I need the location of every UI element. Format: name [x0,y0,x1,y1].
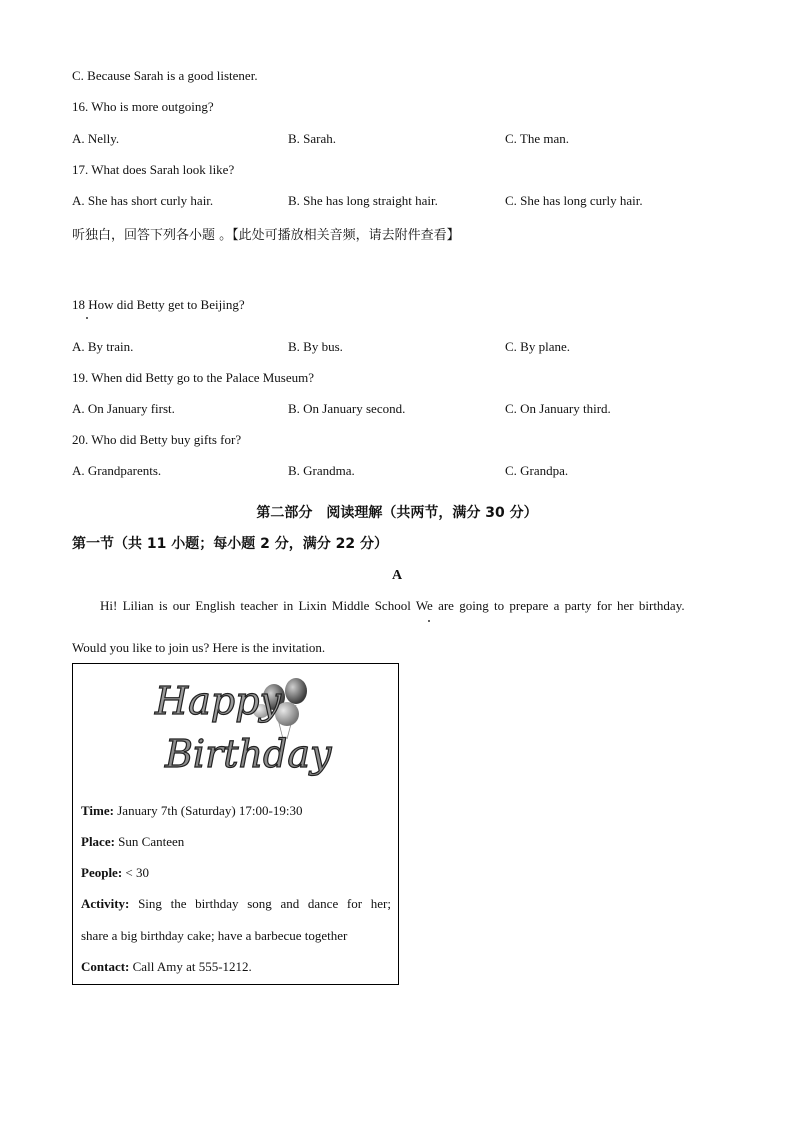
q16-question: 16. Who is more outgoing? [72,99,214,114]
q17-option-a: A. She has short curly hair. [72,193,214,208]
q20-option-a: A. Grandparents. [72,463,162,478]
q17-option-b: B. She has long straight hair. [288,193,438,208]
contact-value: Call Amy at 555-1212. [129,959,252,974]
people-label: People: [81,865,123,880]
section1-heading: 第一节（共 11 小题；每小题 2 分，满分 22 分） [72,536,388,552]
q17-option-c: C. She has long curly hair. [505,193,643,208]
passage-line-2: Would you like to join us? Here is the invitation. [72,640,326,655]
invitation-card [72,663,399,985]
q18-number: 18 [72,297,85,312]
q19-question: 19. When did Betty go to the Palace Museum? [72,370,315,385]
invite-activity [81,896,391,912]
activity-word: and [280,896,300,911]
activity-word: the [170,896,187,911]
q18-option-c: C. By plane. [505,339,570,354]
passage-label: A [391,568,403,583]
q16-option-a: A. Nelly. [72,131,120,146]
invite-contact [81,959,252,975]
invite-time [81,803,302,819]
activity-word: birthday [195,896,239,911]
q19-option-a: A. On January first. [72,401,175,416]
q19-option-b: B. On January second. [288,401,406,416]
q19-option-c: C. On January third. [505,401,611,416]
activity-word: her; [370,896,391,911]
activity-word: dance [307,896,339,911]
activity-label: Activity: [81,896,130,911]
q18-question: How did Betty get to Beijing? [88,297,245,312]
passage-line-1: Hi! Lilian is our English teacher in Lixin Middle School We are going to prepare a party for her birthday. [100,598,685,613]
place-label: Place: [81,834,115,849]
monologue-instruction: 听独白，回答下列各小题 。【此处可播放相关音频，请去附件查看】 [72,228,460,243]
logo-word-birthday: Birthday [165,732,332,776]
q20-option-c: C. Grandpa. [505,463,569,478]
part2-heading: 第二部分 阅读理解（共两节，满分 30 分） [256,505,538,521]
q20-option-b: B. Grandma. [288,463,355,478]
activity-word: Sing [138,896,162,911]
time-value: January 7th (Saturday) 17:00-19:30 [113,803,303,818]
logo-word-happy: Happy [155,679,281,723]
passage-dot [428,620,430,622]
place-value: Sun Canteen [114,834,185,849]
q16-option-b: B. Sarah. [288,131,337,146]
q17-question: 17. What does Sarah look like? [72,162,235,177]
happy-birthday-logo [151,669,351,784]
contact-label: Contact: [81,959,130,974]
q18-dot [86,317,88,319]
people-value: < 30 [122,865,149,880]
activity-word: song [247,896,272,911]
q16-option-c: C. The man. [505,131,570,146]
q18-option-a: A. By train. [72,339,134,354]
invite-activity-line-2: share a big birthday cake; have a barbecue together [81,928,348,943]
invite-place [81,834,184,850]
activity-word: for [346,896,363,911]
q18-option-b: B. By bus. [288,339,343,354]
invite-people [81,865,149,881]
q15-option-c: C. Because Sarah is a good listener. [72,68,258,83]
q18-question-line [72,297,245,313]
q20-question: 20. Who did Betty buy gifts for? [72,432,242,447]
time-label: Time: [81,803,114,818]
